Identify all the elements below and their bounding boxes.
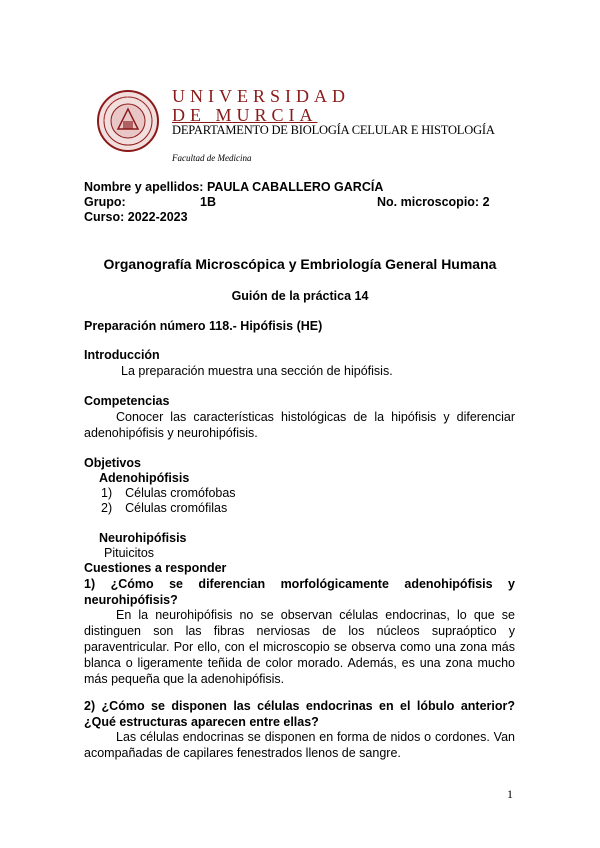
neuro-item: Pituicitos [104,546,155,560]
question-1: 1) ¿Cómo se diferencian morfológicamente adenohipófisis y neurohipófisis? [84,577,515,607]
list-item-number: 1) [101,486,113,500]
department-name: DEPARTAMENTO DE BIOLOGÍA CELULAR E HISTOLOGÍA [172,123,495,137]
microscope-label: No. microscopio: [377,195,480,209]
group-value: 1B [200,195,216,209]
course-label: Curso: [84,210,125,224]
student-name-label: Nombre y apellidos: [84,180,204,194]
introduction-text: La preparación muestra una sección de hipófisis. [121,364,393,378]
student-name-value: PAULA CABALLERO GARCÍA [206,180,384,194]
course-value: 2022-2023 [127,210,188,224]
objetivos-heading: Objetivos [84,456,141,470]
list-item-number: 2) [101,501,113,515]
university-name-line1: UNIVERSIDAD [172,86,350,106]
list-item [101,486,236,500]
faculty-name: Facultad de Medicina [172,153,252,163]
document-title: Organografía Microscópica y Embriología General Humana [103,256,497,272]
competencias-heading: Competencias [84,394,170,408]
page-number: 1 [507,787,513,801]
competencias-text: Conocer las características histológicas de la hipófisis y diferenciar adenohipófisis y neurohipófisis. [84,410,515,440]
answer-2-paragraph [84,729,515,761]
list-item-text: Células cromófobas [125,486,236,500]
answer-1-text: En la neurohipófisis no se observan células endocrinas, lo que se distinguen son las fibras nerviosas de los núcleos supraóptico y paraventricular. Por ello, con el microscopio se observa como una zona más blanca o ligeramente teñida de color morado. Además, es una zona mucho más pequeña que la adenohipófisis. [84,608,515,686]
preparation-heading: Preparación número 118.- Hipófisis (HE) [84,319,323,333]
answer-1-paragraph [84,607,515,687]
list-item-text: Células cromófilas [125,501,228,515]
question-2: 2) ¿Cómo se disponen las células endocrinas en el lóbulo anterior? ¿Qué estructuras aparecen entre ellas? [84,699,515,729]
introduction-heading: Introducción [84,348,160,362]
answer-2-text: Las células endocrinas se disponen en forma de nidos o cordones. Van acompañadas de capilares fenestrados llenos de sangre. [84,730,515,760]
course-row [84,210,188,224]
student-name-row [84,180,383,194]
cuestiones-heading: Cuestiones a responder [84,561,227,575]
adeno-heading: Adenohipófisis [99,471,190,485]
neuro-heading: Neurohipófisis [99,531,187,545]
university-seal-icon [96,89,160,153]
list-item [101,501,227,515]
microscope-row [377,195,490,209]
group-label: Grupo: [84,195,126,209]
university-name-line2: DE MURCIA [172,105,318,125]
competencias-paragraph [84,409,515,441]
microscope-value: 2 [482,195,490,209]
practice-subtitle: Guión de la práctica 14 [231,289,369,303]
